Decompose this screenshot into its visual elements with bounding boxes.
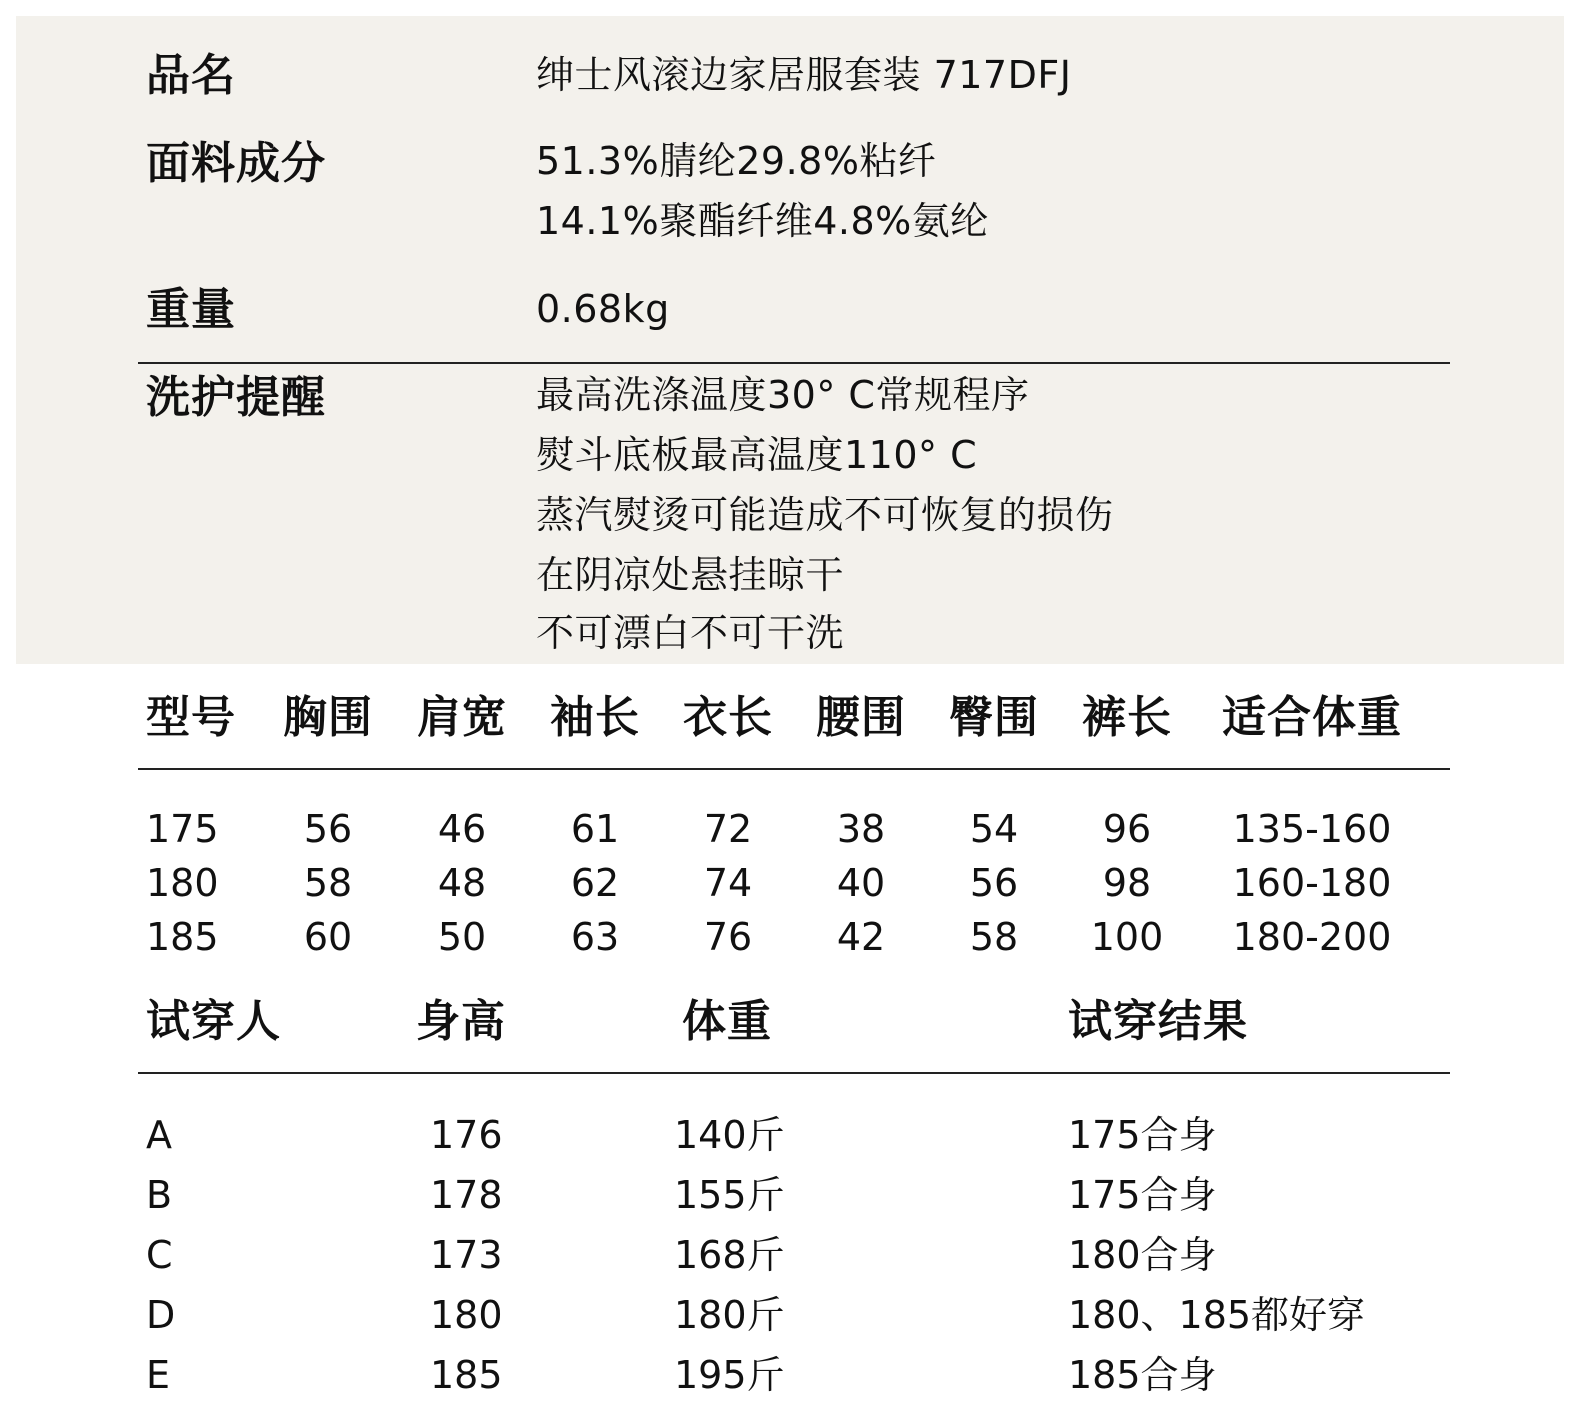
care-line-1: 最高洗涤温度30° C常规程序 — [536, 373, 1030, 417]
weight-label: 重量 — [146, 284, 236, 335]
size-cell: 76 — [703, 915, 753, 959]
fit-cell: 168斤 — [674, 1233, 785, 1277]
size-cell: 185 — [146, 915, 219, 959]
fit-cell: 175合身 — [1068, 1173, 1217, 1217]
fit-cell: 185合身 — [1068, 1353, 1217, 1397]
size-cell: 40 — [836, 861, 886, 905]
fit-cell: E — [146, 1353, 171, 1397]
size-header-waist: 腰围 — [816, 692, 906, 743]
size-cell: 38 — [836, 807, 886, 851]
fit-cell: 176 — [430, 1113, 503, 1157]
size-cell: 180 — [146, 861, 219, 905]
size-cell: 56 — [303, 807, 353, 851]
fabric-line-1: 51.3%腈纶29.8%粘纤 — [536, 139, 937, 183]
size-cell: 98 — [1102, 861, 1152, 905]
fit-cell: 180 — [430, 1293, 503, 1337]
care-line-4: 在阴凉处悬挂晾干 — [536, 553, 845, 597]
fit-cell: C — [146, 1233, 173, 1277]
fit-cell: 180斤 — [674, 1293, 785, 1337]
size-cell: 58 — [969, 915, 1019, 959]
fit-cell: 175合身 — [1068, 1113, 1217, 1157]
fit-header-weight: 体重 — [682, 996, 772, 1047]
divider-fit-table — [138, 1072, 1450, 1074]
fit-cell: 173 — [430, 1233, 503, 1277]
fit-cell: A — [146, 1113, 172, 1157]
divider-size-table — [138, 768, 1450, 770]
size-cell: 48 — [437, 861, 487, 905]
size-header-length: 衣长 — [683, 692, 773, 743]
size-cell: 60 — [303, 915, 353, 959]
size-header-sleeve: 袖长 — [550, 692, 640, 743]
product-name-value: 绅士风滚边家居服套装 717DFJ — [536, 53, 1072, 97]
size-cell: 74 — [703, 861, 753, 905]
product-name-label: 品名 — [146, 50, 236, 101]
size-cell: 96 — [1102, 807, 1152, 851]
care-line-3: 蒸汽熨烫可能造成不可恢复的损伤 — [536, 493, 1114, 537]
care-label: 洗护提醒 — [146, 372, 326, 423]
size-cell: 56 — [969, 861, 1019, 905]
size-cell: 58 — [303, 861, 353, 905]
size-cell: 42 — [836, 915, 886, 959]
size-cell: 180-200 — [1232, 915, 1392, 959]
size-header-shoulder: 肩宽 — [417, 692, 507, 743]
size-cell: 54 — [969, 807, 1019, 851]
fit-cell: 178 — [430, 1173, 503, 1217]
fabric-label: 面料成分 — [146, 138, 326, 189]
size-cell: 63 — [570, 915, 620, 959]
fit-cell: D — [146, 1293, 176, 1337]
fit-cell: 180合身 — [1068, 1233, 1217, 1277]
size-cell: 61 — [570, 807, 620, 851]
size-cell: 100 — [1090, 915, 1164, 959]
size-header-fit-weight: 适合体重 — [1222, 692, 1402, 743]
size-cell: 72 — [703, 807, 753, 851]
divider-care — [138, 362, 1450, 364]
size-cell: 175 — [146, 807, 219, 851]
size-header-model: 型号 — [146, 692, 236, 743]
fit-header-tester: 试穿人 — [146, 996, 281, 1047]
fit-cell: 185 — [430, 1353, 503, 1397]
fit-cell: 195斤 — [674, 1353, 785, 1397]
size-header-chest: 胸围 — [283, 692, 373, 743]
fit-header-result: 试穿结果 — [1068, 996, 1248, 1047]
size-cell: 135-160 — [1232, 807, 1392, 851]
care-line-5: 不可漂白不可干洗 — [536, 611, 845, 655]
size-cell: 62 — [570, 861, 620, 905]
fit-header-height: 身高 — [416, 996, 506, 1047]
size-cell: 46 — [437, 807, 487, 851]
size-header-pants-length: 裤长 — [1082, 692, 1172, 743]
weight-value: 0.68kg — [536, 287, 670, 331]
size-cell: 50 — [437, 915, 487, 959]
fit-cell: 140斤 — [674, 1113, 785, 1157]
fit-cell: 155斤 — [674, 1173, 785, 1217]
fit-cell: B — [146, 1173, 173, 1217]
fabric-line-2: 14.1%聚酯纤维4.8%氨纶 — [536, 199, 989, 243]
size-cell: 160-180 — [1232, 861, 1392, 905]
care-line-2: 熨斗底板最高温度110° C — [536, 433, 978, 477]
fit-cell: 180、185都好穿 — [1068, 1293, 1366, 1337]
size-header-hip: 臀围 — [949, 692, 1039, 743]
